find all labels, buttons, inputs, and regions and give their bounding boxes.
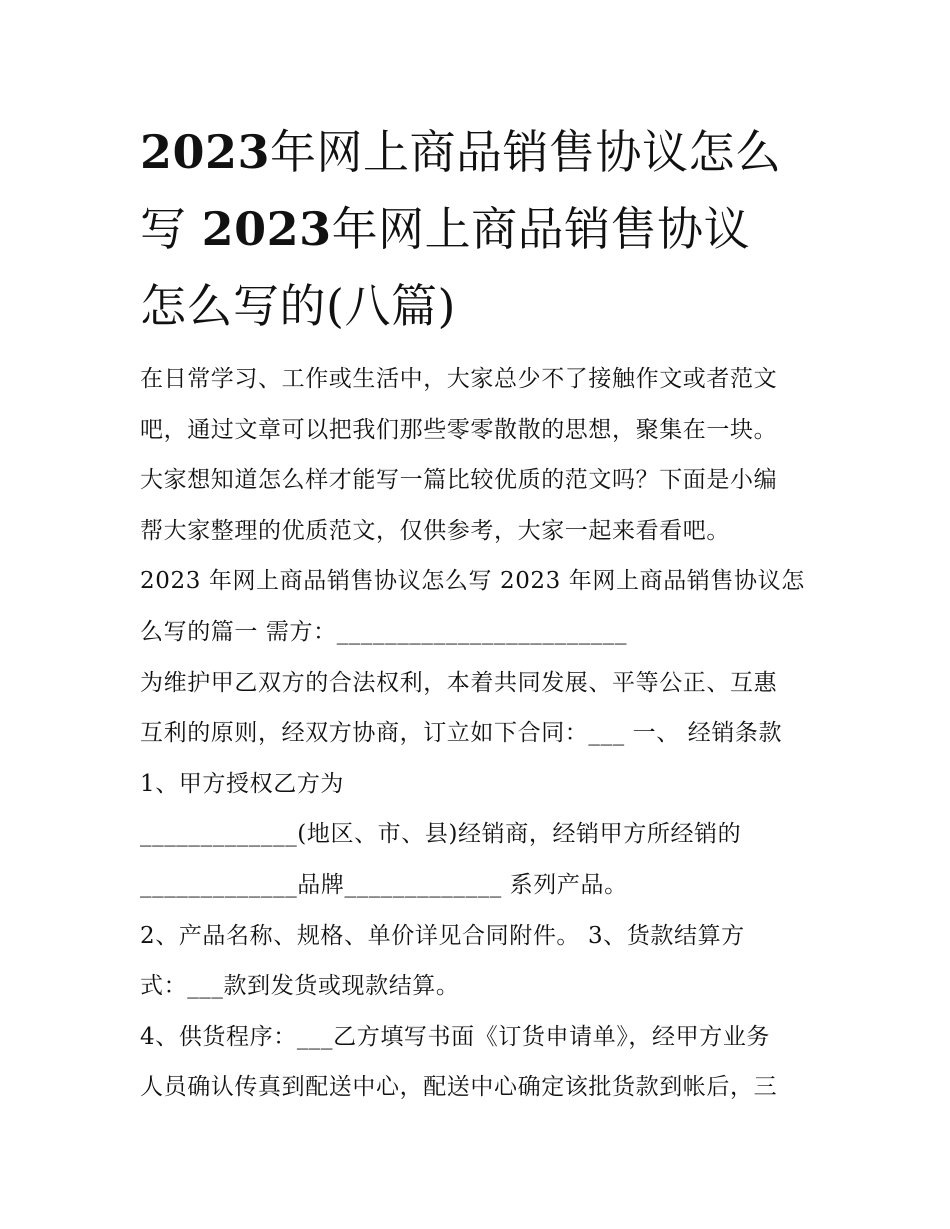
body-line-8: 互利的原则，经双方协商，订立如下合同：___ 一、 经销条款: [140, 720, 783, 746]
title-year-1: 2023: [140, 125, 271, 179]
body-line-10: _____________(地区、市、县)经销商，经销甲方所经销的: [140, 821, 742, 847]
body-line-3: 大家想知道怎么样才能写一篇比较优质的范文吗？下面是小编: [140, 467, 778, 493]
body-line-9: 1、甲方授权乙方为: [140, 771, 345, 797]
body-line-12: 2、产品名称、规格、单价详见合同附件。 3、货款结算方: [140, 923, 745, 949]
body-line-2: 吧，通过文章可以把我们那些零零散散的思想，聚集在一块。: [140, 417, 778, 443]
body-line-7: 为维护甲乙双方的合法权利，本着共同发展、平等公正、互惠: [140, 670, 778, 696]
title-text-2a: 写: [140, 202, 187, 256]
body-line-13: 式：___款到发货或现款结算。: [140, 973, 460, 999]
title-text-1: 年网上商品销售协议怎么: [270, 125, 782, 179]
document-title: [140, 114, 820, 345]
title-text-3: 怎么写的(八篇): [140, 279, 456, 333]
body-line-6: 么写的篇一 需方：________________________: [140, 619, 628, 645]
body-line-1: 在日常学习、工作或生活中，大家总少不了接触作文或者范文: [140, 366, 778, 392]
title-text-2b: 年网上商品销售协议: [331, 202, 751, 256]
body-line-15: 人员确认传真到配送中心，配送中心确定该批货款到帐后，三: [140, 1074, 778, 1100]
title-year-2: 2023: [201, 202, 332, 256]
body-line-5: 2023 年网上商品销售协议怎么写 2023 年网上商品销售协议怎: [140, 568, 805, 594]
body-line-4: 帮大家整理的优质范文，仅供参考，大家一起来看看吧。: [140, 518, 730, 544]
body-line-14: 4、供货程序：___乙方填写书面《订货申请单》，经甲方业务: [140, 1024, 771, 1050]
body-line-11: _____________品牌_____________ 系列产品。: [140, 872, 628, 898]
